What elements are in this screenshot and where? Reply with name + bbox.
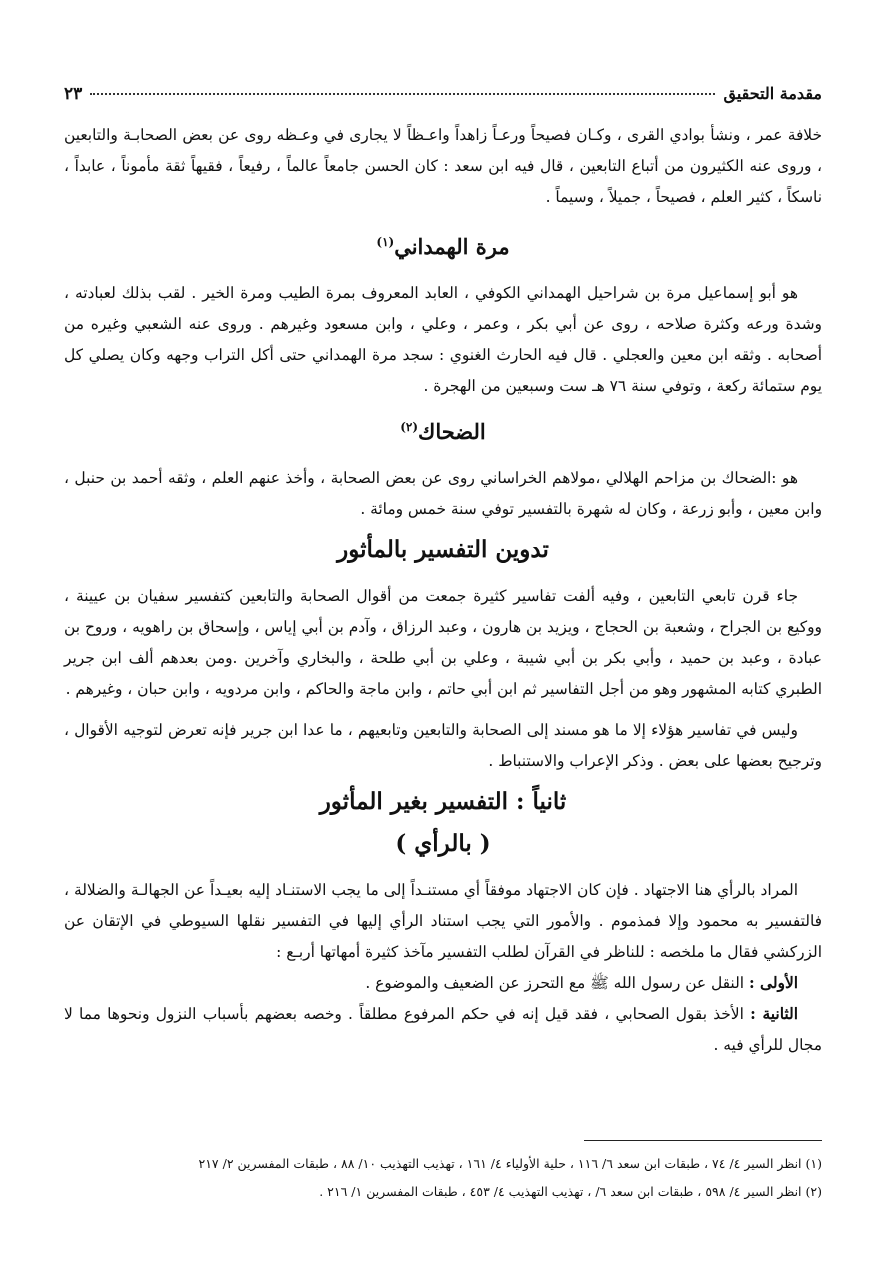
footnote-2: (٢) انظر السير ٤/ ٥٩٨ ، طبقات ابن سعد ٦/ ، تهذيب التهذيب ٤/ ٤٥٣ ، طبقات المفسرين ١/ ٢١٦ . bbox=[319, 1184, 822, 1199]
intro-paragraph: خلافة عمر ، ونشأ بوادي القرى ، وكـان فصيحاً ورعـاً زاهداً واعـظاً لا يجارى في وعـظه روى عن بعض الصحابـة والتابعين ، وروى عنه الكثيرون من أتباع التابعين ، قال فيه ابن سعد : كان الحسن جامعاً عالماً ، رفيعاً ، فقيهاً ثقة مأموناً ، عابداً ، ناسكاً ، كثير العلم ، فصيحاً ، جميلاً ، وسيماً . bbox=[64, 126, 822, 206]
ray-paragraph: المراد بالرأي هنا الاجتهاد . فإن كان الاجتهاد موفقاً أي مستنـداً إلى ما يجب الاستنـاد إليه بعيـداً عن الجهالـة والضلالة ، فالتفسير به محمود وإلا فمذموم . والأمور التي يجب استناد الرأي إليها في التفسير نقلها السيوطي في الإتقان عن الزركشي فقال ما ملخصه : للناظر في القرآن لطلب التفسير مآخذ كثيرة أمهاتها أربـع : bbox=[64, 881, 822, 961]
dahhak-paragraph: هو :الضحاك بن مزاحم الهلالي ،مولاهم الخراساني روى عن بعض الصحابة ، وأخذ عنهم العلم ، وثقه أحمد بن حنبل ، وابن معين ، وأبو زرعة ، وكان له شهرة بالتفسير توفي سنة خمس ومائة . bbox=[64, 469, 822, 518]
first-source-label: الأولى : bbox=[748, 974, 798, 992]
subheading-ray: ( بالرأي ) bbox=[395, 830, 491, 857]
footnotes bbox=[64, 1150, 822, 1206]
running-header bbox=[64, 84, 822, 104]
heading-dahhak-text: الضحاك bbox=[418, 419, 486, 444]
footnote-divider bbox=[584, 1140, 822, 1141]
footnote-ref-2: (٢) bbox=[400, 420, 419, 434]
second-source bbox=[64, 999, 822, 1061]
first-source-text: النقل عن رسول الله ﷺ مع التحرز عن الضعيف والموضوع . bbox=[365, 974, 745, 992]
murra-paragraph: هو أبو إسماعيل مرة بن شراحيل الهمداني الكوفي ، العابد المعروف بمرة الطيب ومرة الخير . لقب بذلك لعبادته ، وشدة ورعه وكثرة صلاحه ، روى عن أبي بكر ، وعمر ، وعلي ، وابن مسعود وغيرهم . وروى عنه الشعبي وغيره من أصحابه . وثقه ابن معين والعجلي . قال فيه الحارث الغنوي : سجد مرة الهمداني حتى أكل التراب وجهه وكان يصلي كل يوم ستمائة ركعة ، وتوفي سنة ٧٦ هـ ست وسبعين من الهجرة . bbox=[64, 284, 822, 395]
second-source-label: الثانية : bbox=[750, 1005, 798, 1023]
tadwin-paragraph-2: وليس في تفاسير هؤلاء إلا ما هو مسند إلى الصحابة والتابعين وتابعيهم ، ما عدا ابن جرير فإنه تعرض لتوجيه الأقوال ، وترجيح بعضها على بعض . وذكر الإعراب والاستنباط . bbox=[64, 721, 822, 770]
heading-murra-text: مرة الهمداني bbox=[394, 234, 510, 259]
first-source bbox=[64, 968, 822, 999]
heading-tadwin: تدوين التفسير بالمأثور bbox=[337, 536, 549, 563]
tadwin-paragraph-1: جاء قرن تابعي التابعين ، وفيه ألفت تفاسير كثيرة جمعت من أقوال الصحابة والتابعين كتفسير سفيان بن عيينة ، ووكيع بن الجراح ، وشعبة بن الحجاج ، ويزيد بن هارون ، وعبد الرزاق ، وآدم بن أبي إياس ، وإسحاق بن راهويه ، وروح بن عبادة ، وعبد بن حميد ، وأبي بكر بن أبي شيبة ، وعلي بن أبي طلحة ، والبخاري وآخرين .ومن بعدهم ألف ابن جرير الطبري كتابه المشهور وهو من أجل التفاسير ثم ابن أبي حاتم ، وابن ماجة والحاكم ، وابن مردويه ، وابن حبان ، وغيرهم . bbox=[64, 587, 822, 698]
page-number: ٢٣ bbox=[64, 84, 83, 104]
heading-dahhak bbox=[64, 410, 822, 449]
dotted-leader bbox=[90, 93, 715, 95]
paragraph-gap bbox=[64, 705, 822, 715]
footnote-ref-1: (١) bbox=[376, 235, 395, 249]
heading-ray: ثانياً : التفسير بغير المأثور bbox=[319, 788, 567, 815]
footnote-1: (١) انظر السير ٤/ ٧٤ ، طبقات ابن سعد ٦/ ١١٦ ، حلية الأولياء ٤/ ١٦١ ، تهذيب التهذيب ١٠/ ٨٨ ، طبقات المفسرين ٢/ ٢١٧ bbox=[198, 1156, 822, 1171]
main-text bbox=[64, 120, 822, 1061]
heading-murra bbox=[64, 225, 822, 264]
running-title: مقدمة التحقيق bbox=[723, 84, 822, 103]
second-source-text: الأخذ بقول الصحابي ، فقد قيل إنه في حكم المرفوع مطلقاً . وخصه بعضهم بأسباب النزول ونحوها مما لا مجال للرأي فيه . bbox=[64, 1005, 822, 1054]
